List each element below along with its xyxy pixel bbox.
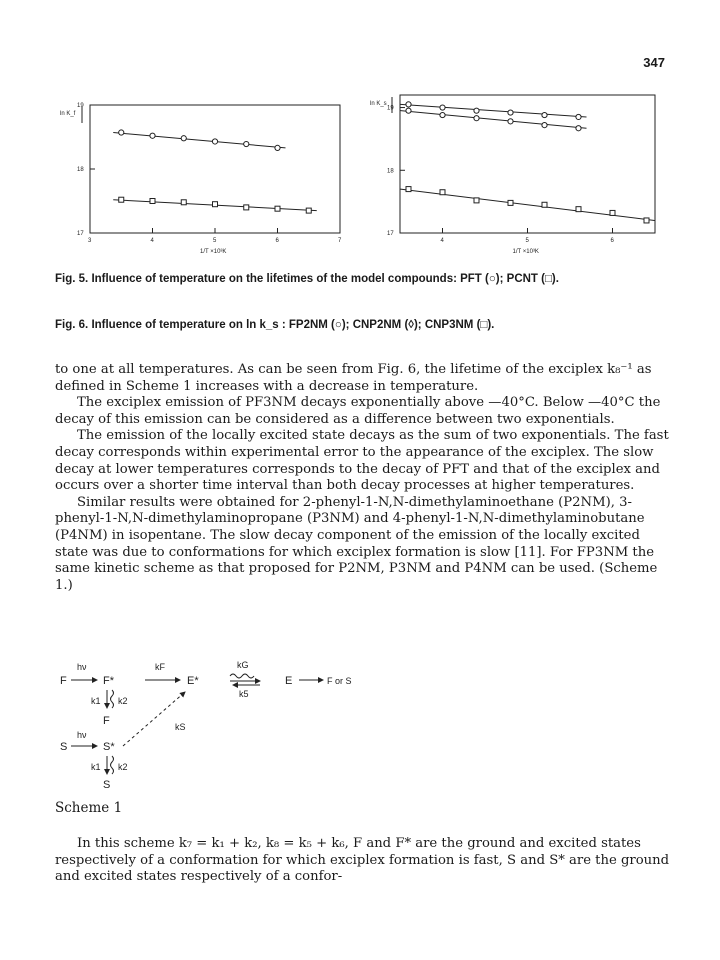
data-point-square [440,190,445,195]
figure-5-caption [55,272,675,287]
figure-5-plot [60,90,350,260]
data-point-circle [181,136,186,141]
scheme-1-diagram [55,650,415,790]
scheme-kF: kF [155,662,165,672]
data-point-circle [440,112,445,117]
x-tick-label: 6 [610,238,614,244]
paragraph-3: The emission of the locally excited state decays as the sum of two exponentials. The fast decay corresponds within experimental error to the appearance of the exciplex. The slow decay at lower temperatures corresponds to the decay of PFT and that of the exciplex and occurs over a shorter time interval than both decay processes at higher temperatures. [55,428,669,494]
y-tick-label: 19 [387,105,394,112]
figure-6-text: Influence of temperature on ln k_s : FP2NM (○); CNP2NM (◊); CNP3NM (□). [91,319,495,331]
scheme-arrow-kS [123,692,185,746]
scheme-k1-S: k1 [91,762,101,772]
data-point-circle [508,119,513,124]
paragraph-2: The exciplex emission of PF3NM decays exponentially above —40°C. Below —40°C the decay of this emission can be considered as a difference between two exponentials. [55,395,661,427]
data-point-square [306,208,311,213]
y-axis-label: ln K_s [370,101,387,107]
figure-5-label: Fig. 5. [55,273,89,285]
data-point-square [406,187,411,192]
data-point-square [244,205,249,210]
scheme-F-star: F* [103,675,114,687]
scheme-F: F [60,675,67,687]
plot-frame [400,95,655,233]
scheme-label: Scheme 1 [55,800,123,816]
figure-6-caption [55,318,675,333]
series-line-1 [401,104,587,117]
data-point-square [213,202,218,207]
x-tick-label: 5 [213,238,217,244]
figure-5-text: Influence of temperature on the lifetimes of the model compounds: PFT (○); PCNT (□). [91,273,559,285]
data-point-circle [542,123,547,128]
data-point-circle [576,114,581,119]
body-text [55,362,670,594]
scheme-F-ground: F [103,715,110,727]
data-point-circle [119,130,124,135]
paragraph-closing: In this scheme k₇ = k₁ + k₂, k₈ = k₅ + k₆, F and F* are the ground and excited states respectively of a conformation for which exciplex formation is fast, S and S* are the ground and excited states respectively of a confor- [55,836,670,885]
x-tick-label: 6 [275,238,279,244]
scheme-kG: kG [237,660,249,670]
scheme-kS: kS [175,722,186,732]
x-axis-label: 1/T ×10³K [512,249,539,255]
data-point-square [542,202,547,207]
data-point-circle [212,139,217,144]
data-point-circle [406,102,411,107]
x-tick-label: 4 [150,238,154,244]
scheme-S: S [60,741,68,753]
scheme-S-ground: S [103,779,111,790]
series-line-1 [113,133,285,148]
scheme-E: E [285,675,293,687]
scheme-wavy-kG [230,674,254,678]
series-line-2 [401,111,587,129]
data-point-square [150,199,155,204]
data-point-square [119,197,124,202]
x-tick-label: 7 [338,238,342,244]
scheme-hv-2: hν [77,730,87,740]
closing-text [55,836,670,886]
x-axis-label: 1/T ×10³K [200,249,227,255]
x-tick-label: 3 [88,238,92,244]
scheme-wavy-S-decay [111,756,114,774]
data-point-circle [508,110,513,115]
y-tick-label: 17 [77,231,84,237]
scheme-hv-1: hν [77,662,87,672]
y-tick-label: 18 [387,168,394,175]
page-number: 347 [643,55,665,70]
figure-6-plot [370,80,670,260]
plot-frame [90,105,340,233]
data-point-square [275,206,280,211]
data-point-circle [440,105,445,110]
scheme-k2-S: k2 [118,762,128,772]
data-point-circle [474,116,479,121]
scheme-wavy-F-decay [111,690,114,708]
data-point-circle [275,145,280,150]
data-point-circle [542,112,547,117]
x-tick-label: 5 [525,238,529,244]
data-point-circle [406,108,411,113]
paragraph-1: to one at all temperatures. As can be seen from Fig. 6, the lifetime of the exciplex k₈⁻¹ as defined in Scheme 1 increases with a decrease in temperature. [55,362,652,394]
data-point-square [576,207,581,212]
paragraph-4: Similar results were obtained for 2-phenyl-1-N,N-dimethylaminoethane (P2NM), 3-phenyl-1-N,N-dimethylaminopropane (P3NM) and 4-phenyl-1-N,N-dimethylaminobutane (P4NM) in isopentane. The slow decay component of the emission of the locally excited state was due to conformations for which exciplex formation is slow [11]. For FP3NM the same kinetic scheme as that proposed for P2NM, P3NM and P4NM can be used. (Scheme 1.) [55,494,658,593]
y-tick-label: 18 [77,167,84,173]
scheme-F-or-S: F or S [327,676,352,686]
scheme-S-star: S* [103,741,115,753]
data-point-square [474,198,479,203]
scheme-k2-F: k2 [118,696,128,706]
series-line-3 [401,189,655,220]
scheme-k1-F: k1 [91,696,101,706]
data-point-square [644,218,649,223]
data-point-circle [474,108,479,113]
data-point-circle [576,126,581,131]
data-point-square [610,210,615,215]
data-point-circle [244,141,249,146]
y-tick-label: 19 [77,103,84,109]
y-axis-label: ln K_f [60,111,76,117]
scheme-E-star: E* [187,675,199,687]
figure-6-label: Fig. 6. [55,319,89,331]
data-point-circle [150,133,155,138]
data-point-square [508,200,513,205]
data-point-square [181,200,186,205]
y-tick-label: 17 [387,231,394,237]
x-tick-label: 4 [440,238,444,244]
scheme-k5: k5 [239,689,249,699]
